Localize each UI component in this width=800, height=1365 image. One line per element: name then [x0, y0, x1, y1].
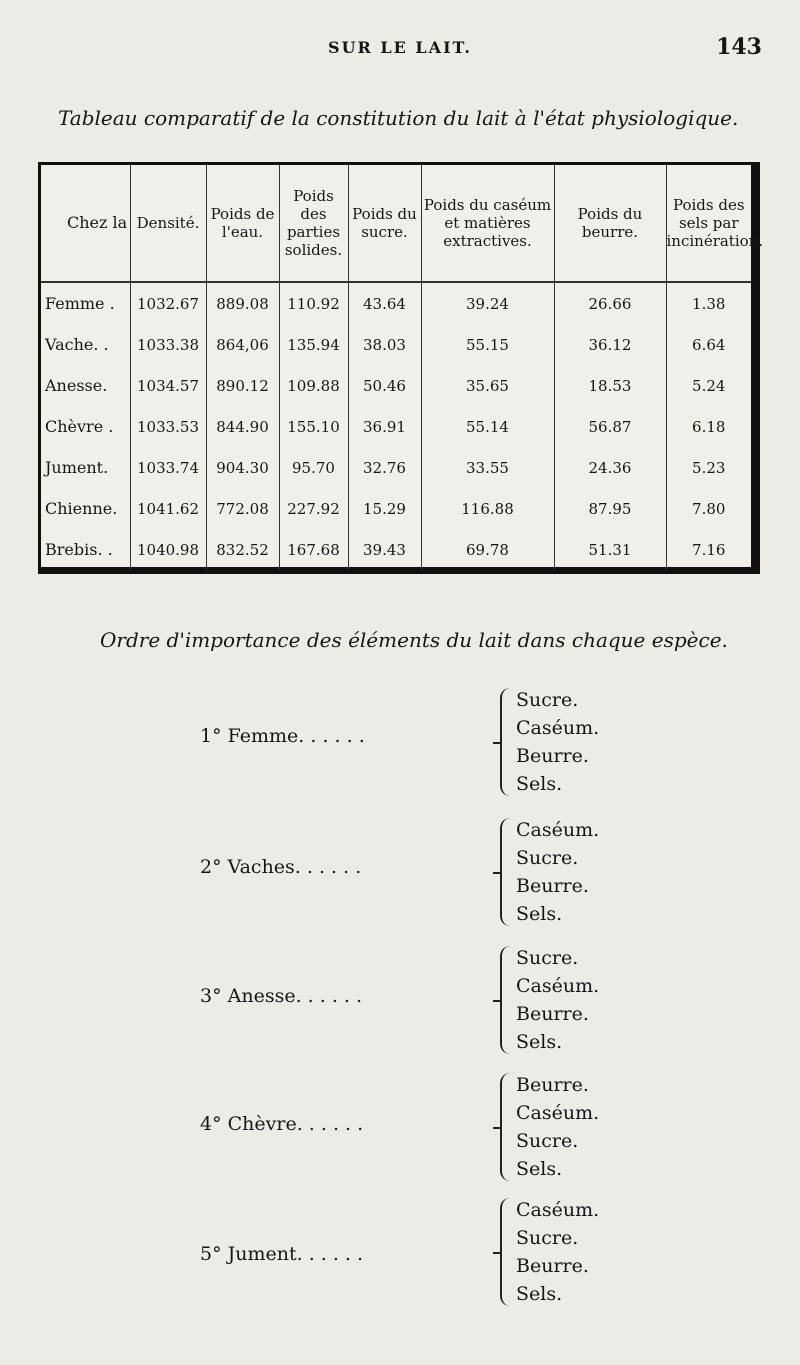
brace [500, 946, 514, 1054]
table-cell: 51.31 [554, 529, 666, 570]
table-cell: 1033.53 [130, 406, 206, 447]
brace [500, 1073, 514, 1181]
table-cell: 167.68 [279, 529, 348, 570]
table-cell: 1040.98 [130, 529, 206, 570]
element-item: Caséum. [516, 975, 600, 997]
column-header: Densité. [130, 165, 206, 282]
table-cell: 889.08 [206, 282, 279, 324]
table-cell: 844.90 [206, 406, 279, 447]
column-header: Poids des sels par incinération. [666, 165, 751, 282]
table-cell: 109.88 [279, 365, 348, 406]
column-header: Poids du caséum et matières extractives. [421, 165, 554, 282]
table-cell: 24.36 [554, 447, 666, 488]
table-cell: 6.18 [692, 417, 726, 436]
element-item: Caséum. [516, 717, 600, 739]
table-cell: Jument. [41, 447, 130, 488]
table-cell: Femme . [41, 282, 130, 324]
table-cell: 35.65 [421, 365, 554, 406]
table-header-row [41, 165, 751, 282]
element-item: Sels. [516, 903, 563, 925]
table-cell: 95.70 [279, 447, 348, 488]
species-label: 5° Jument. . . . . . [200, 1243, 364, 1265]
element-item: Beurre. [516, 875, 589, 897]
table-cell: 1034.57 [130, 365, 206, 406]
table-cell: 39.24 [421, 282, 554, 324]
table-cell: 87.95 [554, 488, 666, 529]
column-header: Poids des parties solides. [279, 165, 348, 282]
table-cell: 227.92 [279, 488, 348, 529]
table-cell: Vache. . [41, 324, 130, 365]
table-cell: 864,06 [206, 324, 279, 365]
table-cell: 1041.62 [130, 488, 206, 529]
table-row [41, 282, 751, 324]
table-cell: Chèvre . [41, 406, 130, 447]
table-cell: 55.15 [421, 324, 554, 365]
table-cell: Chienne. [41, 488, 130, 529]
element-item: Beurre. [516, 1074, 589, 1096]
table-cell: 38.03 [348, 324, 421, 365]
table-cell: 772.08 [206, 488, 279, 529]
element-item: Sels. [516, 1158, 563, 1180]
table-row [41, 488, 751, 529]
running-head: SUR LE LAIT. [328, 38, 472, 57]
species-label: 4° Chèvre. . . . . . [200, 1113, 364, 1135]
table-cell: 26.66 [554, 282, 666, 324]
element-item: Sucre. [516, 689, 579, 711]
element-list [516, 1196, 599, 1308]
table-cell: 6.64 [692, 335, 726, 354]
element-item: Beurre. [516, 1003, 589, 1025]
element-item: Beurre. [516, 745, 589, 767]
table-cell: 55.14 [421, 406, 554, 447]
table-row [41, 365, 751, 406]
table-cell: 1032.67 [130, 282, 206, 324]
table-cell: 155.10 [279, 406, 348, 447]
species-label: 1° Femme. . . . . . [200, 725, 365, 747]
element-item: Sucre. [516, 947, 579, 969]
element-item: Beurre. [516, 1255, 589, 1277]
brace [500, 1198, 514, 1306]
element-item: Sels. [516, 773, 563, 795]
table-row [41, 529, 751, 570]
table-cell: 43.64 [348, 282, 421, 324]
element-list [516, 944, 599, 1056]
element-list [516, 686, 599, 798]
table-cell: 32.76 [348, 447, 421, 488]
table-title: Tableau comparatif de la constitution du lait à l'état physiologique. [58, 106, 739, 130]
species-label: 3° Anesse. . . . . . [200, 985, 363, 1007]
table-cell: 135.94 [279, 324, 348, 365]
table-cell: Anesse. [41, 365, 130, 406]
table-cell: 56.87 [554, 406, 666, 447]
table-cell: Brebis. . [41, 529, 130, 570]
table-cell: 7.80 [692, 499, 726, 518]
element-item: Caséum. [516, 819, 600, 841]
table-cell: 33.55 [421, 447, 554, 488]
column-header: Poids du sucre. [348, 165, 421, 282]
table-cell: 1033.74 [130, 447, 206, 488]
table-cell: 5.23 [692, 458, 726, 477]
column-header: Poids de l'eau. [206, 165, 279, 282]
table-cell: 50.46 [348, 365, 421, 406]
element-list [516, 1071, 599, 1183]
element-item: Sels. [516, 1283, 563, 1305]
element-item: Caséum. [516, 1102, 600, 1124]
table-cell: 7.16 [692, 540, 726, 559]
element-item: Sels. [516, 1031, 563, 1053]
brace [500, 688, 514, 796]
table-row [41, 447, 751, 488]
element-item: Sucre. [516, 1130, 579, 1152]
column-header: Poids du beurre. [554, 165, 666, 282]
table-cell: 36.91 [348, 406, 421, 447]
table-cell: 36.12 [554, 324, 666, 365]
species-label: 2° Vaches. . . . . . [200, 856, 362, 878]
element-item: Sucre. [516, 847, 579, 869]
table-cell: 15.29 [348, 488, 421, 529]
element-item: Caséum. [516, 1199, 600, 1221]
table-cell: 110.92 [279, 282, 348, 324]
order-title: Ordre d'importance des éléments du lait dans chaque espèce. [100, 628, 728, 652]
table-row [41, 324, 751, 365]
element-item: Sucre. [516, 1227, 579, 1249]
milk-composition-table [38, 162, 764, 574]
table-cell: 116.88 [421, 488, 554, 529]
table-cell: 69.78 [421, 529, 554, 570]
column-header: Chez la [41, 165, 130, 282]
table-cell: 39.43 [348, 529, 421, 570]
table-row [41, 406, 751, 447]
brace [500, 818, 514, 926]
table-cell: 904.30 [206, 447, 279, 488]
table-cell: 1.38 [692, 294, 726, 313]
table-cell: 1033.38 [130, 324, 206, 365]
element-list [516, 816, 599, 928]
table-cell: 890.12 [206, 365, 279, 406]
table-cell: 18.53 [554, 365, 666, 406]
page-number: 143 [716, 34, 762, 60]
table-cell: 5.24 [692, 376, 726, 395]
table-cell: 832.52 [206, 529, 279, 570]
